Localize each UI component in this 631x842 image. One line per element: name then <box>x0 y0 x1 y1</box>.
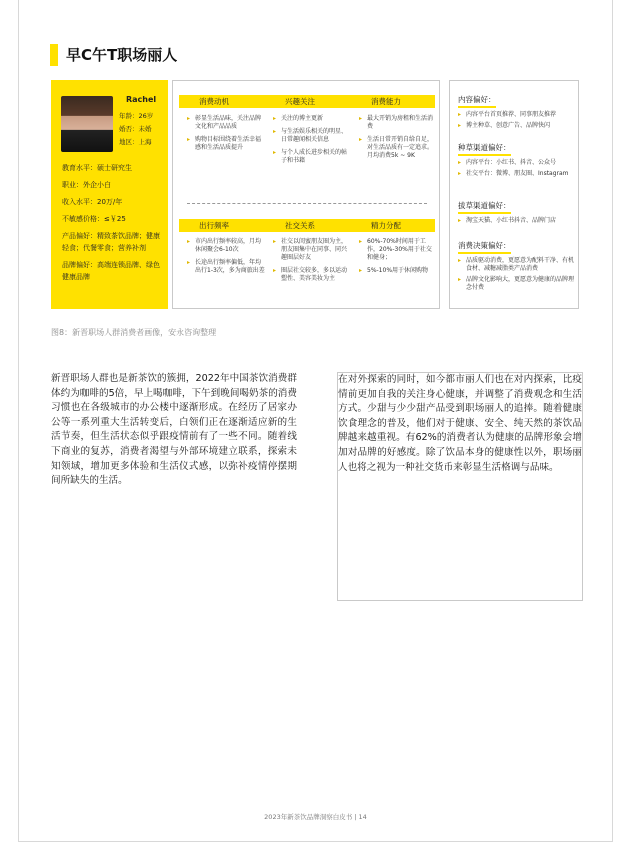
dashed-divider <box>187 203 427 204</box>
decision-pref-section <box>458 241 576 295</box>
list-item: ▸ 市内出行频率较高，月均休闲聚会6-10次 <box>187 238 265 254</box>
list-item: ▸ 60%-70%时间用于工作，20%-30%用于社交和健身； <box>359 238 437 262</box>
list-item: ▸ 购物目标围绕着生活幸福感和生活品质提升 <box>187 136 265 152</box>
persona-region: 地区：上海 <box>119 138 152 146</box>
persona-marital: 婚否：未婚 <box>119 125 152 133</box>
section-heading: 消费决策偏好： <box>458 241 511 254</box>
persona-income: 收入水平：20万/年 <box>62 198 123 206</box>
header-motivation: 消费动机 <box>199 97 229 106</box>
title-accent-bar <box>50 44 58 66</box>
list-item: ▸ 内容平台：小红书、抖音、公众号 <box>458 159 576 167</box>
list-item: ▸ 5%-10%用于休闲购物 <box>359 267 437 275</box>
page-footer: 2023年新茶饮品牌洞察白皮书 | 14 <box>264 813 367 821</box>
body-paragraph-right: 在对外探索的同时，如今都市丽人们也在对内探索，比疫情前更加自我的关注身心健康，并调整了消费观念和生活方式。少甜与少少甜产品受到职场丽人的追捧。随着健康饮食理念的普及，他们对于健康、安全、纯天然的茶饮品牌越来越重视。有62%的消费者认为健康的品牌形象会增加对品牌的好感度。除了饮品本身的健康性以外，职场丽人也将之视为一种社交货币来彰显生活格调与品味。 <box>337 372 583 601</box>
content-pref-section <box>458 95 576 133</box>
header-spending: 消费能力 <box>371 97 401 106</box>
figure-caption: 图8：新晋职场人群消费者画像，安永咨询整理 <box>51 328 217 337</box>
persona-age: 年龄：26岁 <box>119 112 154 120</box>
list-item: ▸ 生活日常开销自给自足，对生活品质有一定追求。月均消费5k ~ 9K <box>359 136 437 160</box>
persona-card <box>51 80 168 309</box>
list-item: ▸ 长途出行频率偏低，年均出行1-3次，多为商旅出差 <box>187 259 265 275</box>
persona-price: 不敏感价格：≤￥25 <box>62 215 126 223</box>
list-item: ▸ 品牌文化影响大，更愿意为健康的品牌理念付费 <box>458 276 576 292</box>
persona-basic-info <box>119 110 153 149</box>
persona-brand-pref: 品牌偏好：高端连锁品牌、绿色健康品牌 <box>62 261 160 281</box>
list-item: ▸ 最大开销为房租和生活消费 <box>359 115 437 131</box>
col-motivation <box>187 115 265 157</box>
list-item: ▸ 与生活娱乐相关的明星、日常趣闻相关信息 <box>273 128 351 144</box>
persona-product-pref: 产品偏好：精致茶饮品牌；健康轻食；代餐零食；营养补剂 <box>62 232 160 252</box>
col-spending <box>359 115 437 165</box>
list-item: ▸ 与个人成长进步相关的帖子和书籍 <box>273 149 351 165</box>
section-heading: 种草渠道偏好： <box>458 143 511 156</box>
header-interest: 兴趣关注 <box>285 97 315 106</box>
list-item: ▸ 内容平台首页推荐、同事朋友推荐 <box>458 111 576 119</box>
col-travel <box>187 238 265 280</box>
section-title: 早C午T职场丽人 <box>66 46 178 64</box>
list-item: ▸ 社交平台：微博、朋友圈、Instagram <box>458 170 576 178</box>
header-social: 社交关系 <box>285 221 315 230</box>
persona-details <box>62 162 162 283</box>
section-heading: 内容偏好： <box>458 95 496 108</box>
col-interest <box>273 115 351 170</box>
section-heading: 拔草渠道偏好： <box>458 201 511 214</box>
purchase-channel-section <box>458 201 576 228</box>
seeding-channel-section <box>458 143 576 181</box>
list-item: ▸ 彰显生活品味，关注品牌文化和产品品质 <box>187 115 265 131</box>
list-item: ▸ 品质驱动消费，更愿意为配料干净、有机食材、减糖减脂类产品消费 <box>458 257 576 273</box>
list-item: ▸ 博主种草、创意广告、品牌快闪 <box>458 122 576 130</box>
behavior-panel <box>172 80 440 309</box>
col-energy <box>359 238 437 280</box>
persona-job: 职业：外企小白 <box>62 181 111 189</box>
preference-panel <box>449 80 579 309</box>
list-item: ▸ 社交以闺蜜朋友圈为主，朋友圈集中在同事、同兴趣圈层好友 <box>273 238 351 262</box>
persona-name: Rachel <box>126 95 157 104</box>
persona-avatar <box>61 96 113 152</box>
top-header-bar <box>179 95 435 108</box>
header-energy: 精力分配 <box>371 221 401 230</box>
list-item: ▸ 关注的博主更新 <box>273 115 351 123</box>
list-item: ▸ 圈层社交较多，多以运动塑性、美容美妆为主 <box>273 267 351 283</box>
list-item: ▸ 淘宝天猫、小红书抖音、品牌门店 <box>458 217 576 225</box>
bottom-header-bar <box>179 219 435 232</box>
col-social <box>273 238 351 288</box>
persona-education: 教育水平：硕士研究生 <box>62 164 132 172</box>
body-paragraph-left: 新晋职场人群也是新茶饮的簇拥，2022年中国茶饮消费群体约为咖啡的5倍，早上喝咖啡，下午到晚间喝奶茶的消费习惯也在各级城市的办公楼中逐渐形成。在经历了居家办公等一系列重大生活转变后，白领们正在逐渐适应新的生活节奏，但生活状态似乎跟疫情前有了一些不同。随着线下商业的复苏，消费者渴望与外部环境建立联系，探索未知领域，增加更多体验和生活仪式感，以弥补疫情停摆期间所缺失的生活。 <box>51 373 297 487</box>
header-travel: 出行频率 <box>199 221 229 230</box>
